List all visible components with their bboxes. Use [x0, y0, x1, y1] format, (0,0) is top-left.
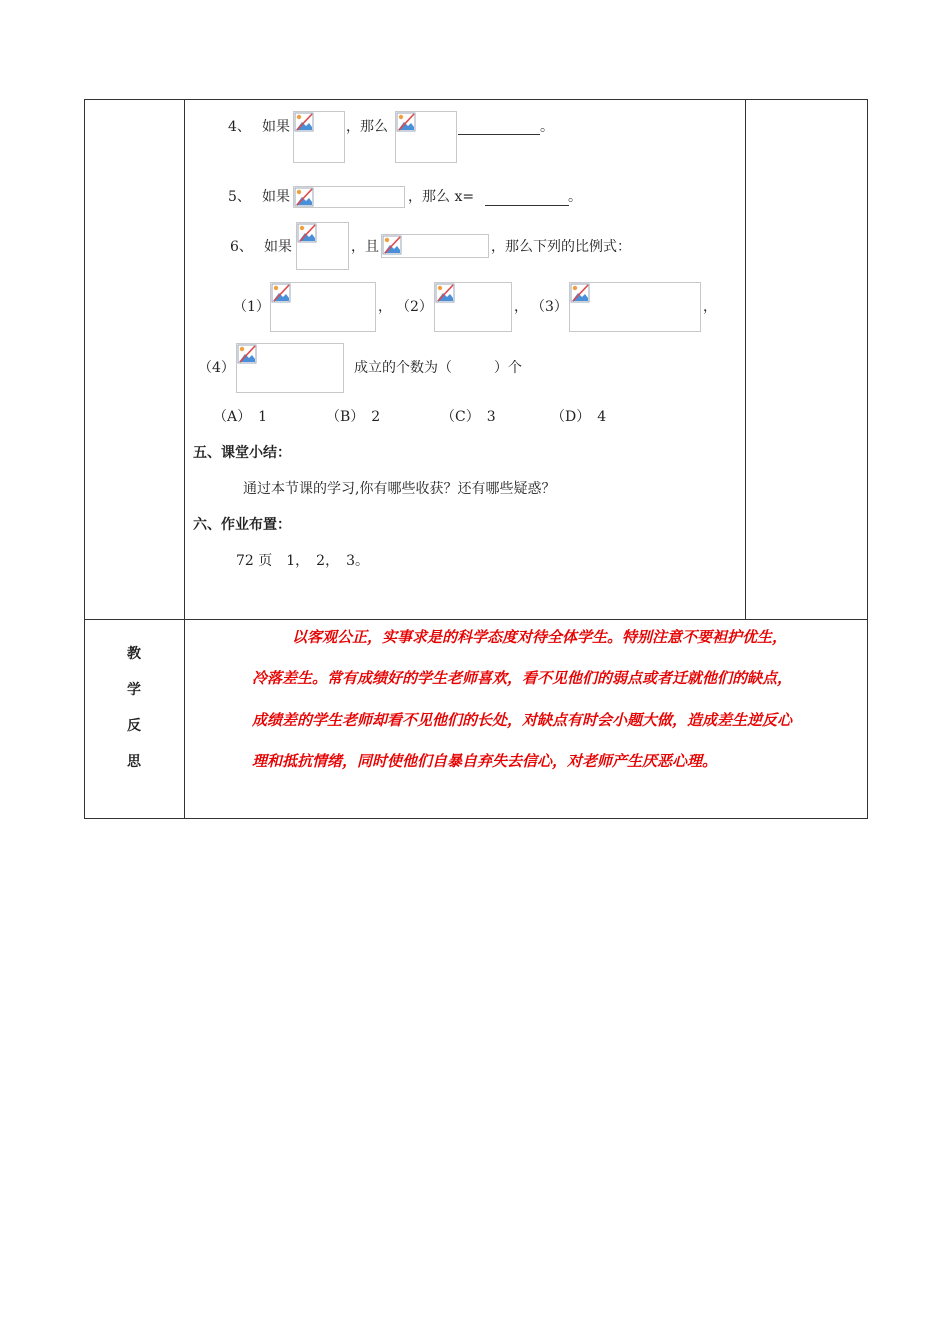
- reflection-label-char: 学: [127, 682, 141, 698]
- broken-image-icon: [297, 223, 317, 243]
- reflection-line: 冷落差生。常有成绩好的学生老师喜欢，看不见他们的弱点或者迁就他们的缺点，: [252, 669, 793, 687]
- broken-image-icon-part: [240, 347, 244, 351]
- form-3-label: （3）: [531, 299, 568, 315]
- choice-c: （C） 3: [441, 409, 496, 425]
- choice-a: （A） 1: [213, 409, 268, 425]
- formula-image: [236, 343, 344, 393]
- choice-d: （D） 4: [551, 409, 607, 425]
- broken-image-icon-part: [385, 238, 389, 242]
- broken-image-icon: [570, 283, 590, 303]
- reflection-line: 理和抵抗情绪，同时使他们自暴自弃失去信心，对老师产生厌恶心理。: [252, 752, 718, 770]
- q6-if: 如果: [264, 239, 292, 255]
- section-6-body: 72 页 1， 2， 3。: [236, 553, 369, 569]
- formula-image: [569, 282, 701, 332]
- broken-image-icon-part: [274, 286, 278, 290]
- form-separator: ，: [514, 299, 528, 315]
- form-1-label: （1）: [233, 299, 270, 315]
- form-4-label: （4）: [198, 360, 235, 376]
- table-divider-right: [745, 99, 746, 619]
- table-divider-row: [84, 619, 868, 620]
- reflection-label-char: 思: [127, 754, 141, 770]
- choice-b: （B） 2: [326, 409, 381, 425]
- formula-image: [395, 111, 457, 163]
- broken-image-icon: [294, 112, 314, 132]
- broken-image-icon-part: [300, 226, 304, 230]
- q6-and: ，且: [351, 239, 379, 255]
- reflection-label-char: 教: [127, 646, 141, 662]
- q5-then: ，那么 x=: [408, 189, 475, 205]
- q4-end: 。: [540, 119, 554, 135]
- reflection-line: 以客观公正，实事求是的科学态度对待全体学生。特别注意不要袒护优生，: [292, 628, 788, 646]
- broken-image-icon: [237, 344, 257, 364]
- form-2-label: （2）: [396, 299, 433, 315]
- count-question: 成立的个数为（ ）个: [354, 360, 522, 376]
- broken-image-icon-part: [297, 190, 301, 194]
- section-6-heading: 六、作业布置：: [193, 517, 291, 533]
- formula-image: [270, 282, 376, 332]
- answer-blank: [458, 134, 540, 135]
- broken-image-icon-part: [399, 115, 403, 119]
- answer-blank: [485, 205, 569, 206]
- q5-number: 5、: [228, 189, 251, 205]
- q5-if: 如果: [262, 189, 290, 205]
- form-separator: ，: [378, 299, 392, 315]
- q4-if: 如果: [262, 119, 290, 135]
- broken-image-icon: [435, 283, 455, 303]
- broken-image-icon-part: [438, 286, 442, 290]
- formula-image: [293, 111, 345, 163]
- section-5-heading: 五、课堂小结：: [193, 445, 291, 461]
- q5-end: 。: [568, 189, 582, 205]
- reflection-line: 成绩差的学生老师却看不见他们的长处，对缺点有时会小题大做，造成差生逆反心: [252, 711, 793, 729]
- q4-number: 4、: [228, 119, 251, 135]
- q6-then: ，那么下列的比例式：: [491, 239, 631, 255]
- broken-image-icon-part: [297, 115, 301, 119]
- broken-image-icon: [396, 112, 416, 132]
- formula-image: [381, 234, 489, 258]
- form-separator: ，: [703, 299, 717, 315]
- broken-image-icon: [382, 235, 402, 255]
- reflection-label-char: 反: [127, 718, 141, 734]
- broken-image-icon-part: [573, 286, 577, 290]
- section-5-body: 通过本节课的学习,你有哪些收获？还有哪些疑惑？: [243, 481, 556, 497]
- table-divider-left: [184, 99, 185, 819]
- broken-image-icon: [294, 187, 314, 207]
- formula-image: [293, 186, 405, 208]
- broken-image-icon: [271, 283, 291, 303]
- q4-then: ，那么: [346, 119, 388, 135]
- q6-number: 6、: [230, 239, 253, 255]
- formula-image: [434, 282, 512, 332]
- formula-image: [296, 222, 349, 270]
